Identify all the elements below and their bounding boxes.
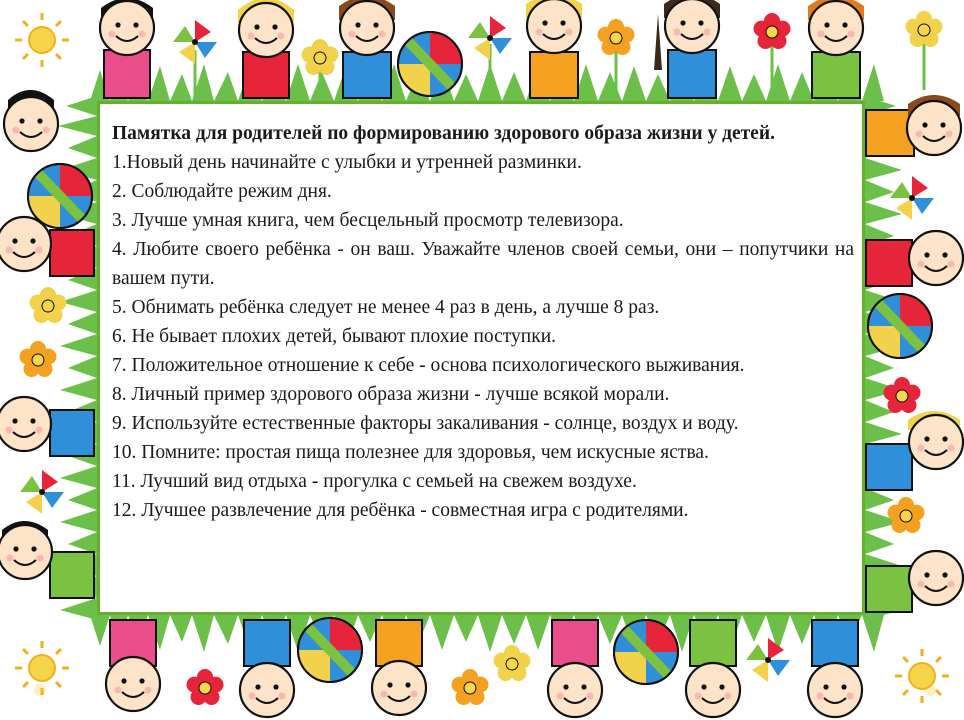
- pinwheel-icon: [20, 470, 64, 514]
- memo-item: 11. Лучший вид отдыха - прогулка с семьей на свежем воздухе.: [112, 471, 637, 492]
- kid-icon: [238, 0, 294, 98]
- flower-icon: [30, 287, 67, 323]
- parent-memo-panel: [97, 101, 865, 615]
- ball-icon: [614, 620, 678, 684]
- ball-icon: [868, 294, 932, 358]
- memo-item: 7. Положительное отношение к себе - основа психологического выживания.: [112, 355, 745, 376]
- memo-item: 10. Помните: простая пища полезнее для здоровья, чем искусные яства.: [112, 442, 709, 463]
- kid-icon: [0, 521, 94, 598]
- ball-icon: [398, 32, 462, 96]
- kid-icon: [240, 620, 294, 717]
- kid-icon: [866, 411, 963, 490]
- flower-icon: [884, 377, 921, 413]
- memo-item: 1.Новый день начинайте с улыбки и утренней разминки.: [112, 152, 582, 173]
- kid-icon: [0, 397, 94, 456]
- sun-icon: [15, 13, 69, 67]
- flower-icon: [187, 669, 224, 705]
- kid-icon: [686, 620, 740, 717]
- memo-item: 5. Обнимать ребёнка следует не менее 4 раз в день, а лучше 8 раз.: [112, 297, 660, 318]
- memo-item: 2. Соблюдайте режим дня.: [112, 181, 332, 202]
- kid-icon: [808, 620, 862, 717]
- flower-icon: [20, 341, 57, 377]
- kid-icon: [4, 90, 58, 151]
- kid-icon: [372, 620, 426, 715]
- kid-icon: [654, 0, 720, 98]
- memo-item: 8. Личный пример здорового образа жизни - лучше всякой морали.: [112, 384, 670, 405]
- ball-icon: [298, 618, 362, 682]
- pinwheel-icon: [468, 16, 512, 100]
- flower-icon: [302, 39, 339, 100]
- memo-item: 4. Любите своего ребёнка - он ваш. Уважайте членов своей семьи, они – попутчики на вашем пути.: [112, 239, 854, 289]
- memo-item: 12. Лучшее развлечение для ребёнка - совместная игра с родителями.: [112, 500, 689, 521]
- flower-icon: [888, 497, 925, 533]
- kid-icon: [808, 0, 864, 98]
- kid-icon: [548, 620, 602, 717]
- memo-list: [112, 148, 854, 525]
- flower-icon: [906, 11, 943, 90]
- kid-icon: [526, 0, 582, 98]
- flower-icon: [452, 669, 489, 705]
- ball-icon: [28, 164, 92, 228]
- sun-icon: [895, 649, 949, 703]
- flower-icon: [494, 645, 531, 681]
- memo-item: 3. Лучше умная книга, чем бесцельный просмотр телевизора.: [112, 210, 624, 231]
- kid-icon: [866, 231, 963, 286]
- memo-title: Памятка для родителей по формированию здорового образа жизни у детей.: [112, 123, 775, 144]
- kid-icon: [100, 0, 154, 98]
- pinwheel-icon: [746, 638, 790, 682]
- kid-icon: [106, 620, 160, 711]
- memo-item: 6. Не бывает плохих детей, бывают плохие поступки.: [112, 326, 557, 347]
- kid-icon: [339, 0, 395, 98]
- memo-item: 9. Используйте естественные факторы закаливания - солнце, воздух и воду.: [112, 413, 739, 434]
